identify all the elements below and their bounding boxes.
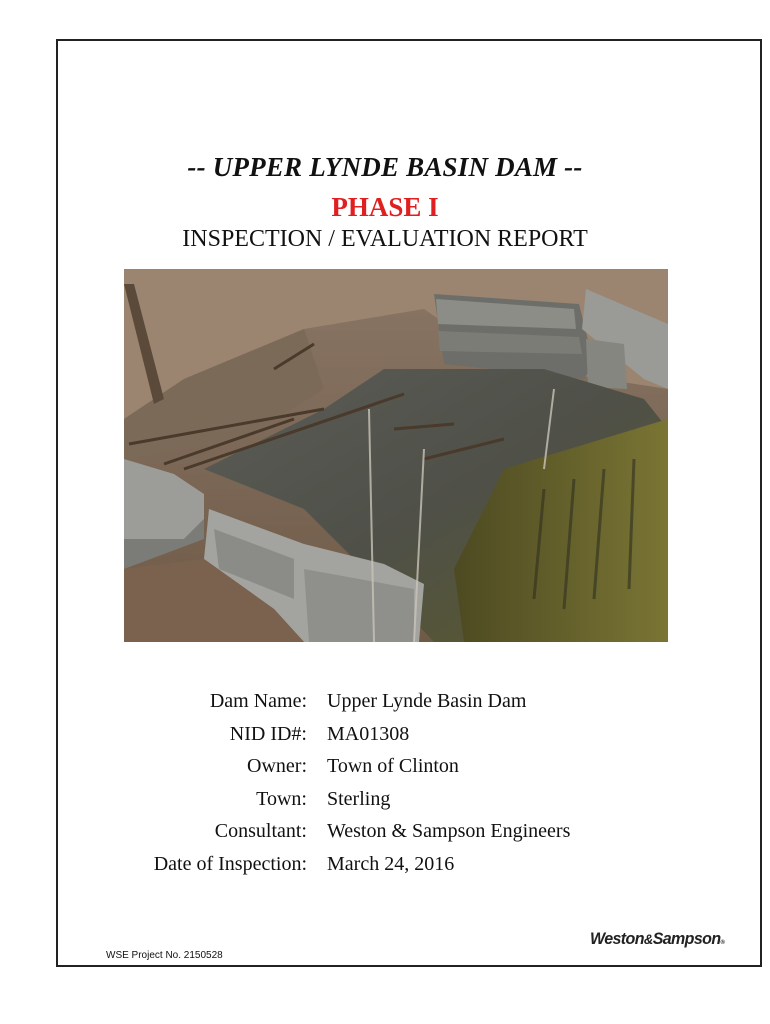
detail-value: Weston & Sampson Engineers: [327, 820, 571, 842]
report-title-type: INSPECTION / EVALUATION REPORT: [182, 226, 588, 252]
detail-row-dam-name: [0, 690, 770, 723]
detail-label: Consultant:: [214, 820, 307, 842]
detail-row-owner: [0, 755, 770, 788]
registered-mark: ®: [720, 940, 725, 947]
detail-row-inspection-date: [0, 853, 770, 886]
dam-details: [0, 690, 770, 885]
detail-row-town: [0, 788, 770, 821]
detail-row-consultant: [0, 820, 770, 853]
detail-label: Owner:: [247, 755, 307, 777]
logo-text-sampson: Sampson: [652, 930, 721, 949]
detail-row-nid: [0, 723, 770, 756]
report-title-dam-name: -- UPPER LYNDE BASIN DAM --: [187, 152, 583, 182]
detail-label: Date of Inspection:: [153, 852, 307, 875]
detail-value: March 24, 2016: [327, 852, 455, 875]
logo-text-weston: Weston: [590, 930, 644, 949]
project-number: WSE Project No. 2150528: [106, 950, 223, 961]
report-title-phase: PHASE I: [331, 192, 439, 222]
detail-label: Dam Name:: [209, 690, 307, 712]
detail-label: Town:: [256, 787, 307, 810]
logo-ampersand: &: [643, 931, 653, 948]
company-logo: [590, 931, 724, 950]
detail-value: MA01308: [327, 722, 410, 745]
detail-label: NID ID#:: [229, 722, 307, 745]
dam-photo: [124, 269, 668, 642]
detail-value: Sterling: [327, 787, 391, 810]
detail-value: Upper Lynde Basin Dam: [327, 690, 527, 712]
detail-value: Town of Clinton: [327, 755, 459, 777]
